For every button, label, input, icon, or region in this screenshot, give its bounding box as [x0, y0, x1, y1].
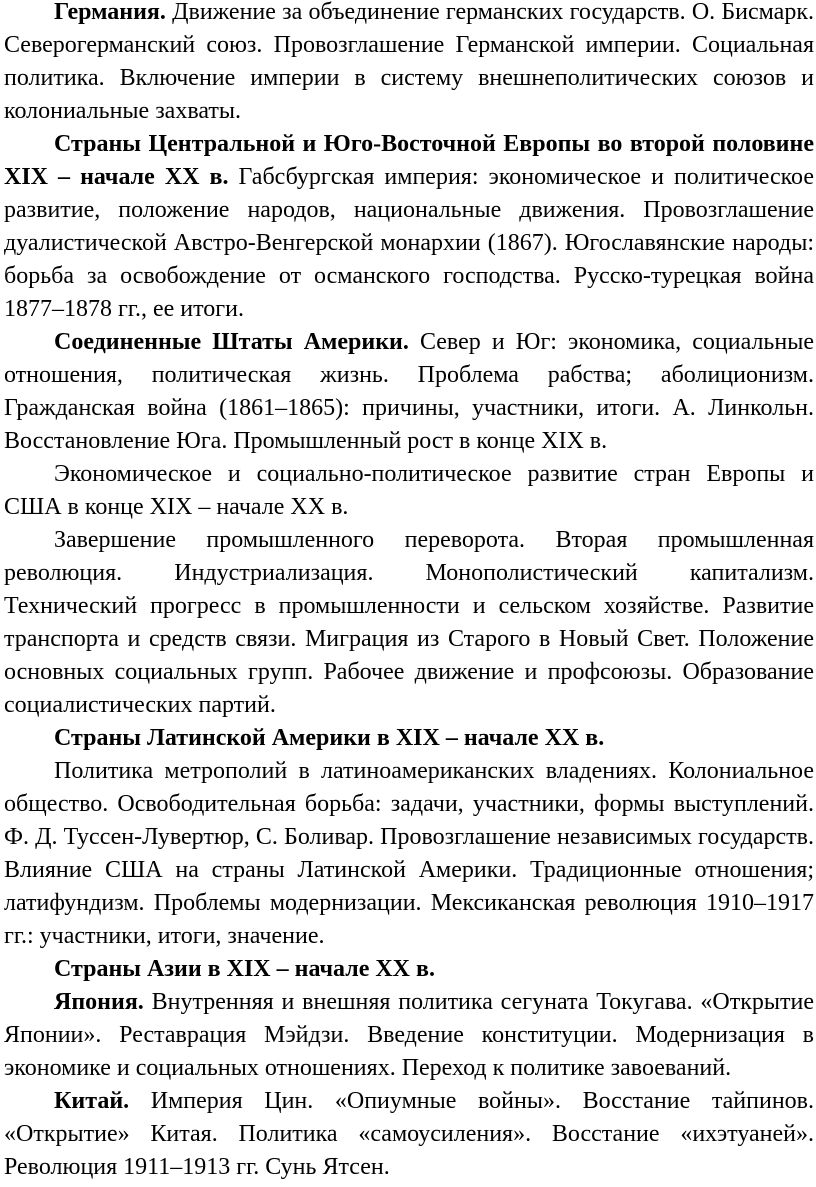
paragraph-heading: Япония. [54, 989, 144, 1015]
paragraph-text: Империя Цин. «Опиумные войны». Восстание тайпинов. «Открытие» Китая. Политика «самоусиления». Восстание «ихэтуаней». Революция 1911–1913 гг. Сунь Ятсен. [4, 1088, 814, 1180]
paragraph-text: Завершение промышленного переворота. Вторая промышленная революция. Индустриализация. Монополистический капитализм. Технический прогресс в промышленности и сельском хозяйстве. Развитие транспорта и средств связи. Миграция из Старого в Новый Свет. Положение основных социальных групп. Рабочее движение и профсоюзы. Образование социалистических партий. [4, 527, 814, 718]
section-heading-latin-america [4, 722, 814, 755]
paragraph-latin-america [4, 755, 814, 953]
document-body [4, 0, 814, 1184]
paragraph-text: Движение за объединение германских государств. О. Бисмарк. Северогерманский союз. Провозглашение Германской империи. Социальная политика. Включение империи в систему внешнеполитических союзов и колониальные захваты. [4, 0, 814, 124]
paragraph-text: Внутренняя и внешняя политика сегуната Токугава. «Открытие Японии». Реставрация Мэйдзи. Введение конституции. Модернизация в экономике и социальных отношениях. Переход к политике завоеваний. [4, 989, 814, 1081]
paragraph-japan [4, 986, 814, 1085]
paragraph-usa [4, 326, 814, 458]
paragraph-china [4, 1085, 814, 1184]
paragraph-text: Экономическое и социально-политическое развитие стран Европы и США в конце XIX – начале XX в. [4, 461, 814, 520]
paragraph-industrial-revolution [4, 524, 814, 722]
paragraph-germany [4, 0, 814, 128]
paragraph-heading: Страны Азии в XIX – начале XX в. [54, 956, 435, 982]
paragraph-text: Габсбургская империя: экономическое и политическое развитие, положение народов, национальные движения. Провозглашение дуалистической Австро-Венгерской монархии (1867). Югославянские народы: борьба за освобождение от османского господства. Русско-турецкая война 1877–1878 гг., ее итоги. [4, 164, 814, 322]
paragraph-europe-usa-development [4, 458, 814, 524]
section-heading-asia [4, 953, 814, 986]
paragraph-text: Север и Юг: экономика, социальные отношения, политическая жизнь. Проблема рабства; аболиционизм. Гражданская война (1861–1865): причины, участники, итоги. А. Линкольн. Восстановление Юга. Промышленный рост в конце XIX в. [4, 329, 814, 454]
paragraph-heading: Китай. [54, 1088, 130, 1114]
paragraph-central-southeast-europe [4, 128, 814, 326]
paragraph-heading: Страны Латинской Америки в XIX – начале XX в. [54, 725, 605, 751]
paragraph-heading: Соединенные Штаты Америки. [54, 329, 409, 355]
paragraph-heading: Страны Центральной и Юго-Восточной Европы во второй половине XIX – начале XX в. [4, 131, 814, 190]
paragraph-heading: Германия. [54, 0, 166, 25]
paragraph-text: Политика метрополий в латиноамериканских владениях. Колониальное общество. Освободительная борьба: задачи, участники, формы выступлений. Ф. Д. Туссен-Лувертюр, С. Боливар. Провозглашение независимых государств. Влияние США на страны Латинской Америки. Традиционные отношения; латифундизм. Проблемы модернизации. Мексиканская революция 1910–1917 гг.: участники, итоги, значение. [4, 758, 814, 949]
